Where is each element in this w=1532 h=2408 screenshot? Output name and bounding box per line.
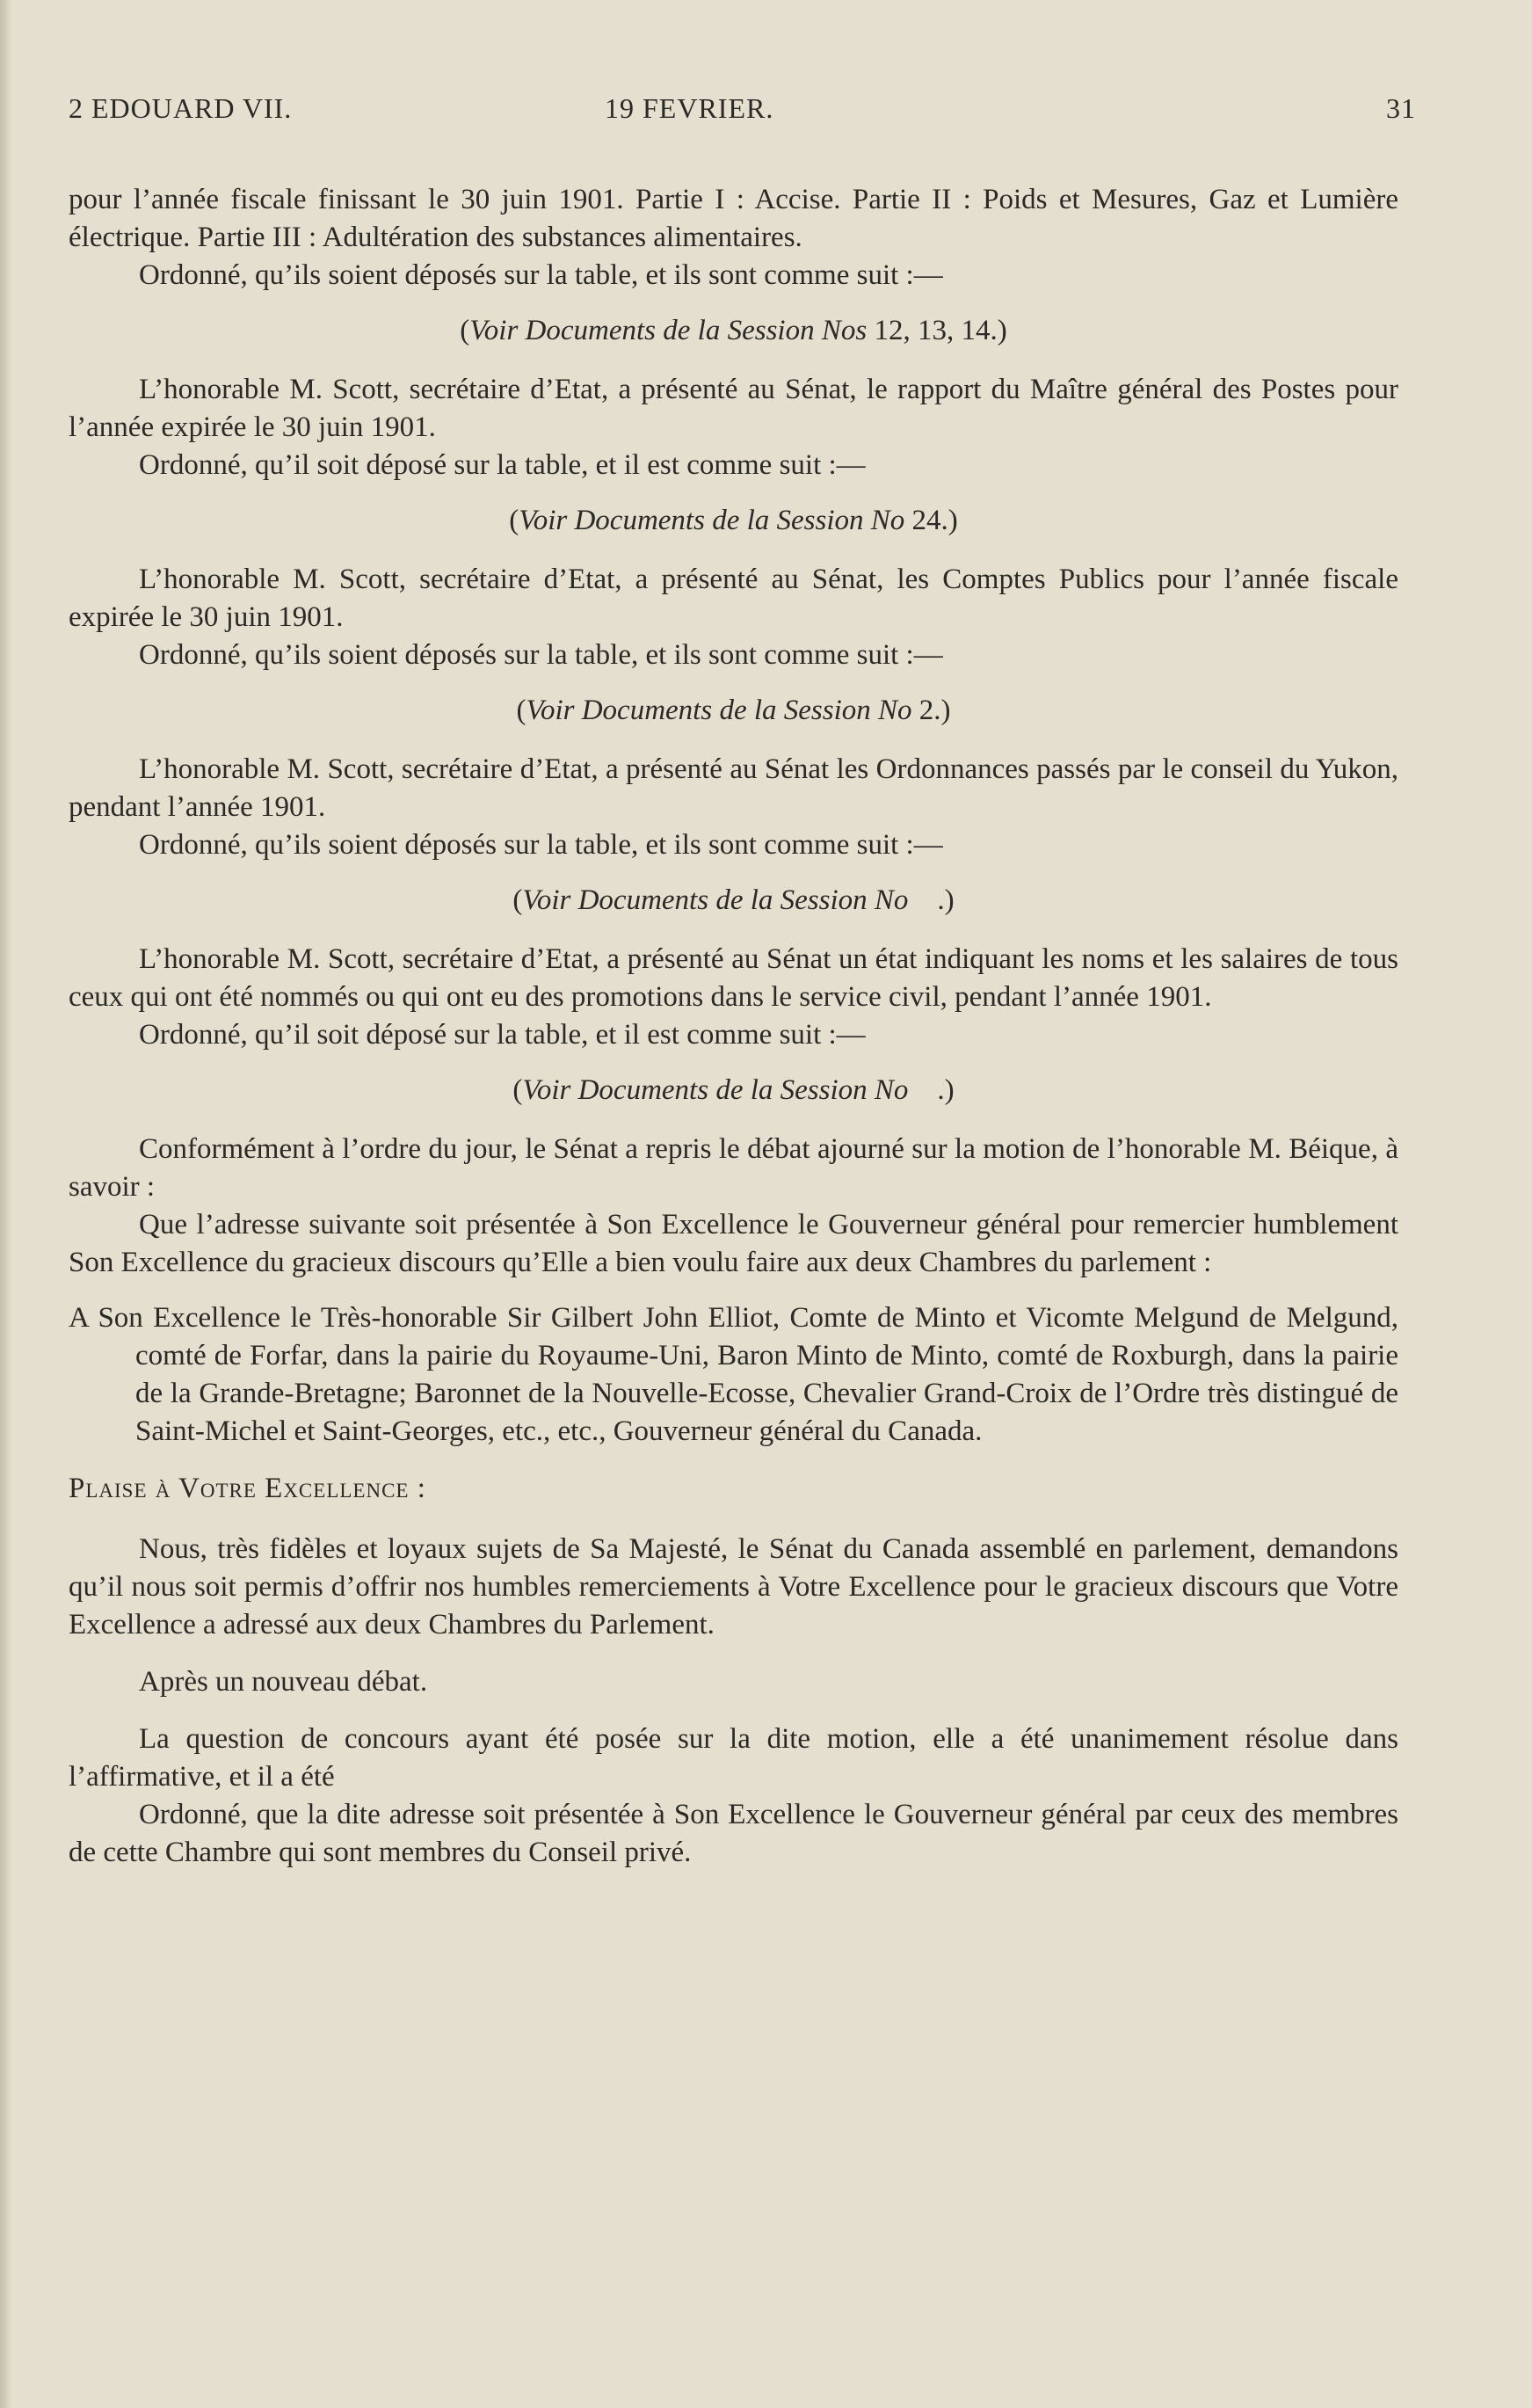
reference-label: Voir Documents de la Session No [522,1074,909,1106]
reference-numbers: 2.) [911,695,951,726]
document-reference: (Voir Documents de la Session No 24.) [509,505,958,536]
paragraph: Conformément à l’ordre du jour, le Sénat a repris le débat ajourné sur la motion de l’honorable M. Béique, à savoir : [69,1133,1398,1203]
document-reference: (Voir Documents de la Session No 2.) [516,695,951,726]
reference-label: Voir Documents de la Session No [526,695,912,726]
reference-numbers: .) [908,1074,955,1106]
order-statement: Ordonné, qu’il soit déposé sur la table, et il est comme suit :— [139,1019,866,1051]
paragraph: Après un nouveau débat. [139,1666,428,1698]
page-header [69,90,1416,128]
page-body [69,181,1398,1872]
motion-text: Que l’adresse suivante soit présentée à Son Excellence le Gouverneur général pour remercier humblement Son Excellence du gracieux discours qu’Elle a bien voulu faire aux deux Chambres du parlement : [69,1209,1398,1278]
address-heading: A Son Excellence le Très-honorable Sir Gilbert John Elliot, Comte de Minto et Vicomte Melgund de Melgund, comté de Forfar, dans la pairie du Royaume-Uni, Baron Minto de Minto, comté de Roxburgh, dans la pairie de la Grande-Bretagne; Baronnet de la Nouvelle-Ecosse, Chevalier Grand-Croix de l’Ordre très distingué de Saint-Michel et Saint-Georges, etc., etc., Gouverneur général du Canada. [69,1302,1398,1447]
page-number: 31 [1386,92,1416,124]
paragraph: La question de concours ayant été posée sur la dite motion, elle a été unanimement résolue dans l’affirmative, et il a été [69,1723,1398,1793]
header-date: 19 FEVRIER. [605,92,774,124]
salutation: Plaise à Votre Excellence : [69,1473,426,1504]
order-statement: Ordonné, qu’il soit déposé sur la table, et il est comme suit :— [139,449,866,481]
header-regnal-year: 2 EDOUARD VII. [69,92,293,124]
reference-label: Voir Documents de la Session No [522,884,909,916]
reference-label: Voir Documents de la Session No [519,505,905,536]
order-statement: Ordonné, qu’ils soient déposés sur la table, et ils sont comme suit :— [139,829,943,861]
document-reference: (Voir Documents de la Session No .) [512,884,955,916]
paragraph: L’honorable M. Scott, secrétaire d’Etat, a présenté au Sénat, le rapport du Maître général des Postes pour l’année expirée le 30 juin 1901. [69,374,1398,443]
order-statement: Ordonné, qu’ils soient déposés sur la table, et ils sont comme suit :— [139,639,943,671]
reference-numbers: .) [908,884,955,916]
document-reference: (Voir Documents de la Session No .) [512,1074,955,1106]
paragraph-continuation: pour l’année fiscale finissant le 30 juin 1901. Partie I : Accise. Partie II : Poids et Mesures, Gaz et Lumière électrique. Partie III : Adultération des substances alimentaires. [69,184,1398,253]
order-statement: Ordonné, que la dite adresse soit présentée à Son Excellence le Gouverneur général par ceux des membres de cette Chambre qui sont membres du Conseil privé. [69,1799,1398,1868]
reference-numbers: 12, 13, 14.) [867,315,1007,346]
paragraph: L’honorable M. Scott, secrétaire d’Etat, a présenté au Sénat un état indiquant les noms et les salaires de tous ceux qui ont été nommés ou qui ont eu des promotions dans le service civil, pendant l’année 1901. [69,943,1398,1013]
reference-numbers: 24.) [904,505,958,536]
paragraph: L’honorable M. Scott, secrétaire d’Etat, a présenté au Sénat, les Comptes Publics pour l’année fiscale expirée le 30 juin 1901. [69,564,1398,633]
document-reference: (Voir Documents de la Session Nos 12, 13, 14.) [460,315,1007,346]
reference-label: Voir Documents de la Session Nos [469,315,868,346]
address-body: Nous, très fidèles et loyaux sujets de Sa Majesté, le Sénat du Canada assemblé en parlement, demandons qu’il nous soit permis d’offrir nos humbles remerciements à Votre Excellence pour le gracieux discours que Votre Excellence a adressé aux deux Chambres du Parlement. [69,1533,1398,1640]
order-statement: Ordonné, qu’ils soient déposés sur la table, et ils sont comme suit :— [139,259,943,291]
paragraph: L’honorable M. Scott, secrétaire d’Etat, a présenté au Sénat les Ordonnances passés par le conseil du Yukon, pendant l’année 1901. [69,753,1398,823]
